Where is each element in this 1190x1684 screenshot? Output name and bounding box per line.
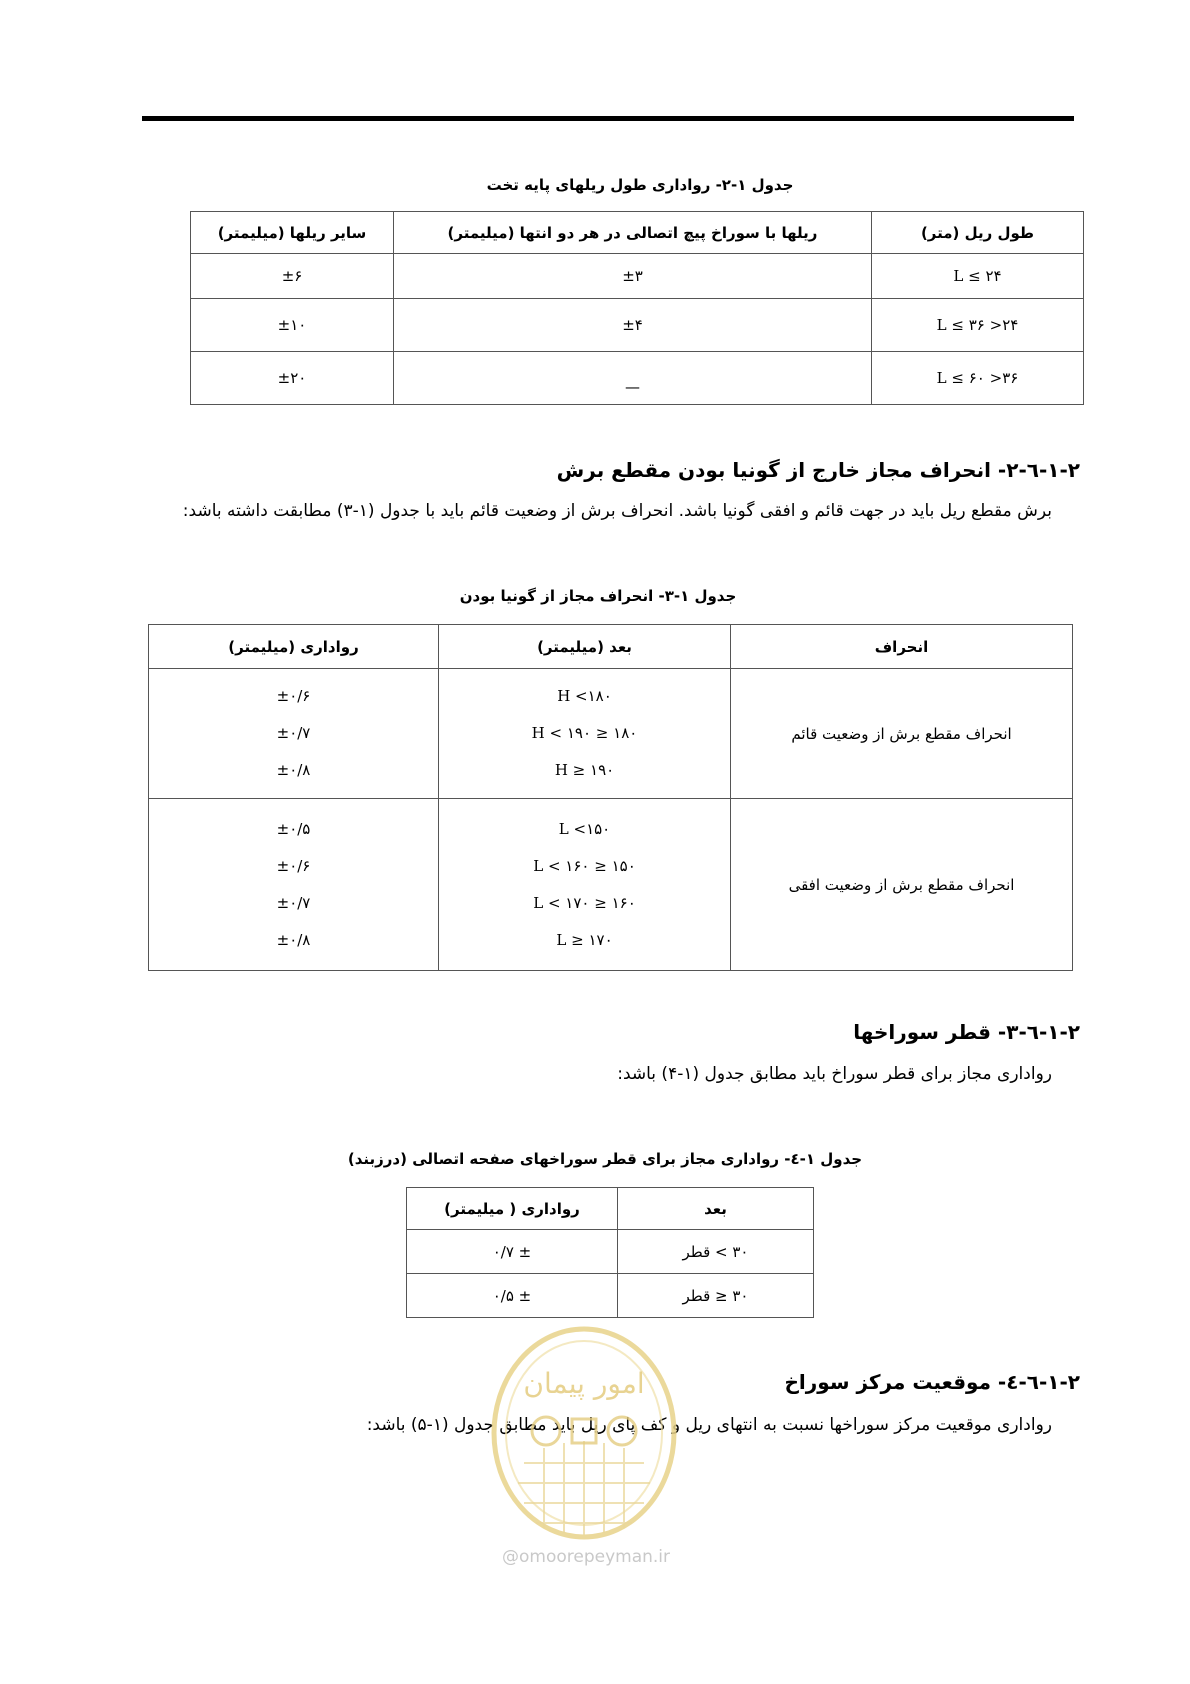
table-cell: ۳۰ ≤ قطر: [618, 1274, 814, 1318]
table2-group-horizontal-dims: [439, 799, 731, 971]
table-cell: ۱۵۰ ≤ L < ۱۶۰: [533, 856, 636, 875]
section4-heading: ۱-۲-٦-٤- موقعیت مرکز سوراخ: [784, 1370, 1080, 1394]
table-cell: H <۱۸۰: [557, 687, 612, 705]
table3-header-tolerance: رواداری ( میلیمتر): [407, 1188, 618, 1230]
table-cell: ±۴: [394, 299, 872, 352]
table2-header-tolerance: رواداری (میلیمتر): [149, 625, 439, 669]
table-cell: ±۰/۷: [276, 724, 311, 742]
section4-text: رواداری موقعیت مرکز سوراخها نسبت به انتهای ریل و کف پای ریل باید مطابق جدول (۱-۵) باشد:: [366, 1415, 1052, 1435]
table3-header-dimension: بعد: [618, 1188, 814, 1230]
table-cell: ±۰/۸: [276, 761, 311, 779]
watermark-logo-text: امور پیمان: [523, 1367, 645, 1400]
table-cell: ±۰/۶: [276, 687, 311, 705]
table2-group-vertical-tolerances: [149, 669, 439, 799]
table-cell: ± ۰/۵: [407, 1274, 618, 1318]
table2-group-horizontal-tolerances: [149, 799, 439, 971]
table2: [148, 624, 1073, 971]
table2-group-horizontal-label: انحراف مقطع برش از وضعیت افقی: [731, 799, 1073, 971]
table2-header-dimension: بعد (میلیمتر): [439, 625, 731, 669]
table3: [406, 1187, 814, 1318]
table1-header-other: سایر ریلها (میلیمتر): [191, 212, 394, 254]
table-cell: ۱۹۰ ≤ H: [554, 761, 615, 779]
table2-caption: جدول ۱-۳- انحراف مجاز از گونیا بودن: [459, 587, 737, 605]
table1-header-bolted: ریلها با سوراخ پیچ اتصالی در هر دو انتها (میلیمتر): [394, 212, 872, 254]
section3-text: رواداری مجاز برای قطر سوراخ باید مطابق جدول (۱-۴) باشد:: [617, 1064, 1052, 1084]
table-cell: ۳۶< L ≤ ۶۰: [872, 352, 1084, 405]
table2-header-deviation: انحراف: [731, 625, 1073, 669]
table-cell: ±۰/۸: [276, 930, 311, 949]
header-rule: [142, 116, 1074, 121]
table-cell: ±۰/۶: [276, 856, 311, 875]
table-cell: ±۰/۵: [276, 819, 311, 838]
table-cell: ±۲۰: [191, 352, 394, 405]
table3-caption: جدول ۱-٤- رواداری مجاز برای قطر سوراخهای صفحه اتصالی (درزبند): [347, 1150, 863, 1168]
table-cell: ۱۸۰ ≤ H < ۱۹۰: [531, 724, 638, 742]
watermark-logo: [484, 1323, 684, 1613]
table-cell: ± ۰/۷: [407, 1230, 618, 1274]
table1-header-length: طول ریل (متر): [872, 212, 1084, 254]
table-cell: ۱۶۰ ≤ L < ۱۷۰: [533, 893, 636, 912]
table-cell: ±۳: [394, 254, 872, 299]
table2-group-vertical-dims: [439, 669, 731, 799]
table-cell: ۲۴< L ≤ ۳۶: [872, 299, 1084, 352]
table-cell: ±۰/۷: [276, 893, 311, 912]
table-cell: ۱۷۰ ≤ L: [556, 930, 613, 949]
table-cell: ۳۰ > قطر: [618, 1230, 814, 1274]
table-cell: ±۱۰: [191, 299, 394, 352]
table2-group-vertical-label: انحراف مقطع برش از وضعیت قائم: [731, 669, 1073, 799]
table-cell: L <۱۵۰: [558, 819, 611, 838]
section2-text: برش مقطع ریل باید در جهت قائم و افقی گونیا باشد. انحراف برش از وضعیت قائم باید با جدول (۱-۳) مطابقت داشته باشد:: [182, 501, 1052, 521]
table-cell: L ≤ ۲۴: [872, 254, 1084, 299]
watermark-site: @omoorepeyman.ir: [501, 1547, 671, 1567]
table-cell: ±۶: [191, 254, 394, 299]
table1-caption: جدول ۱-۲- رواداری طول ریلهای پایه تخت: [486, 176, 794, 194]
section2-heading: ۱-۲-٦-۲- انحراف مجاز خارج از گونیا بودن مقطع برش: [556, 458, 1080, 482]
section3-heading: ۱-۲-٦-۳- قطر سوراخها: [853, 1020, 1080, 1044]
table1: [190, 211, 1084, 405]
table-cell: —: [394, 352, 872, 405]
